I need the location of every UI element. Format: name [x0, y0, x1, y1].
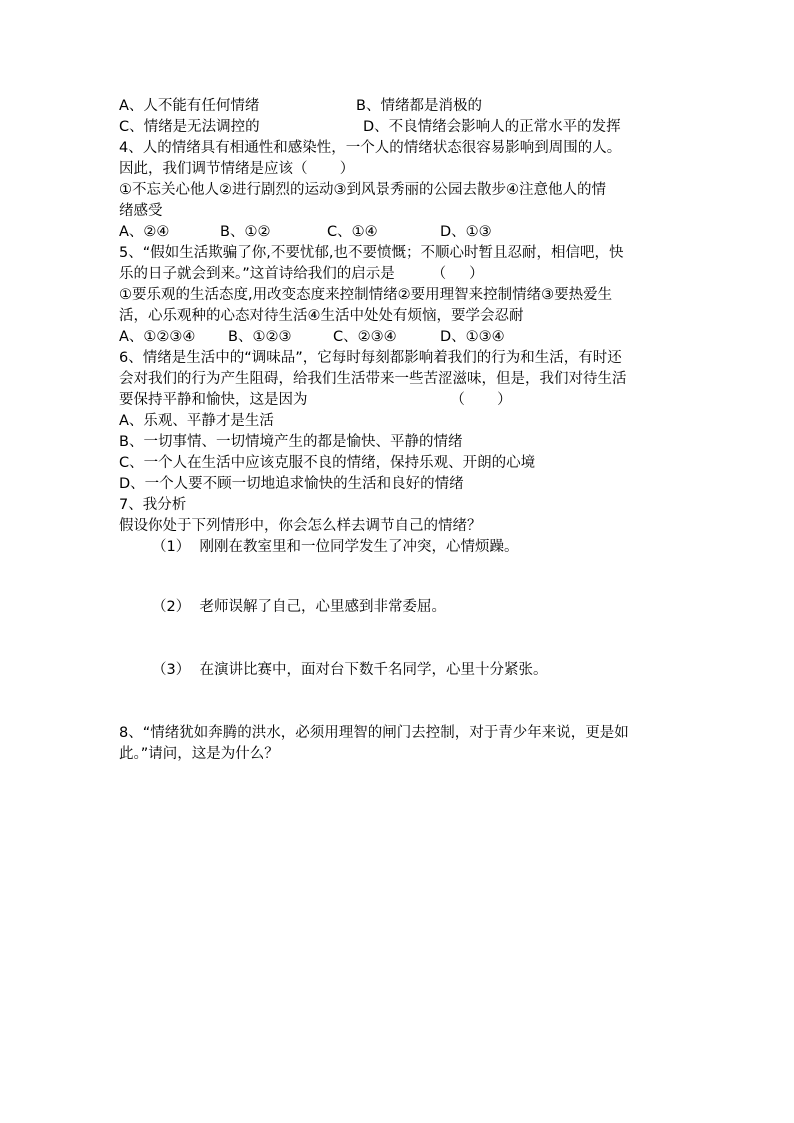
q3-option-c: C、情绪是无法调控的: [119, 119, 260, 135]
q5-stem-line2: 乐的日子就会到来。”这首诗给我们的启示是 （ ）: [119, 266, 484, 282]
q4-stem-line2: 因此，我们调节情绪是应该（ ）: [119, 161, 355, 177]
q4-option-a: A、②④: [119, 224, 170, 240]
q5-option-d: D、①③④: [440, 329, 505, 345]
q3-option-d: D、不良情绪会影响人的正常水平的发挥: [363, 119, 621, 135]
q8-stem-line1: 8、“情绪犹如奔腾的洪水，必须用理智的闸门去控制，对于青少年来说，更是如: [119, 725, 629, 741]
q4-choices-line2: 绪感受: [119, 203, 163, 219]
q4-option-b: B、①②: [220, 224, 271, 240]
q7-item-1: （1） 刚刚在教室里和一位同学发生了冲突，心情烦躁。: [152, 539, 519, 555]
q6-option-b: B、一切事情、一切情境产生的都是愉快、平静的情绪: [119, 434, 463, 450]
q5-option-b: B、①②③: [228, 329, 292, 345]
q5-choices-line1: ①要乐观的生活态度,用改变态度来控制情绪②要用理智来控制情绪③要热爱生: [119, 287, 613, 303]
q3-option-b: B、情绪都是消极的: [356, 98, 482, 114]
q6-stem-line3: 要保持平静和愉快，这是因为 （ ）: [119, 392, 512, 408]
q6-option-a: A、乐观、平静才是生活: [119, 413, 274, 429]
q6-option-c: C、一个人在生活中应该克服不良的情绪，保持乐观、开朗的心境: [119, 455, 536, 471]
q7-title: 7、我分析: [119, 497, 187, 513]
q4-option-c: C、①④: [327, 224, 378, 240]
q7-item-3: （3） 在演讲比赛中，面对台下数千名同学，心里十分紧张。: [152, 662, 548, 678]
q5-choices-line2: 活，心乐观种的心态对待生活④生活中处处有烦恼，要学会忍耐: [119, 308, 524, 324]
q6-option-d: D、一个人要不顾一切地追求愉快的生活和良好的情绪: [119, 476, 464, 492]
q3-option-a: A、人不能有任何情绪: [119, 98, 260, 114]
q5-option-c: C、②③④: [333, 329, 397, 345]
q7-item-2: （2） 老师误解了自己，心里感到非常委屈。: [152, 599, 446, 615]
q8-stem-line2: 此。”请问，这是为什么？: [119, 746, 279, 762]
q5-option-a: A、①②③④: [119, 329, 196, 345]
q4-stem-line1: 4、人的情绪具有相通性和感染性，一个人的情绪状态很容易影响到周围的人。: [119, 140, 622, 156]
q6-stem-line1: 6、情绪是生活中的“调味品”，它每时每刻都影响着我们的行为和生活，有时还: [119, 350, 622, 366]
q4-choices-line1: ①不忘关心他人②进行剧烈的运动③到风景秀丽的公园去散步④注意他人的情: [119, 182, 606, 198]
q4-option-d: D、①③: [440, 224, 492, 240]
q6-stem-line2: 会对我们的行为产生阻碍，给我们生活带来一些苦涩滋味，但是，我们对待生活: [119, 371, 627, 387]
q7-prompt: 假设你处于下列情形中，你会怎么样去调节自己的情绪？: [119, 518, 482, 534]
q5-stem-line1: 5、“假如生活欺骗了你,不要忧郁,也不要愤慨；不顺心时暂且忍耐，相信吧，快: [119, 245, 624, 261]
